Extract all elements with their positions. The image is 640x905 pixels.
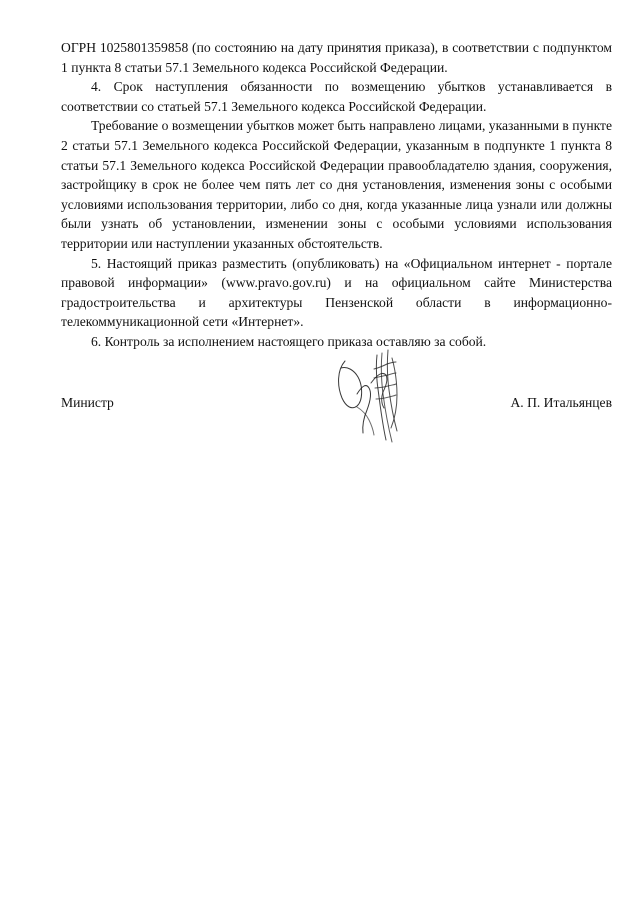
paragraph-ogrn: ОГРН 1025801359858 (по состоянию на дату принятия приказа), в соответствии с подпунктом 1 пункта 8 статьи 57.1 Земельного кодекса Российской Федерации.	[61, 40, 612, 75]
paragraph-item-6: 6. Контроль за исполнением настоящего приказа оставляю за собой.	[91, 333, 487, 349]
position-title: Министр	[61, 395, 114, 410]
paragraph-item-5: 5. Настоящий приказ разместить (опубликовать) на «Официальном интернет - портале правовой информации» (www.pravo.gov.ru) и на официальном сайте Министерства градостроительства и архитектуры Пензенской области в информационно-телекоммуникационной сети «Интернет».	[61, 255, 612, 330]
paragraph-item-4: 4. Срок наступления обязанности по возмещению убытков устанавливается в соответствии со статьей 57.1 Земельного кодекса Российской Федерации.	[61, 79, 612, 114]
handwritten-signature	[327, 344, 415, 444]
signer-name: А. П. Итальянцев	[510, 395, 612, 410]
paragraph-compensation-request: Требование о возмещении убытков может быть направлено лицами, указанными в пункте 2 статьи 57.1 Земельного кодекса Российской Федерации, указанным в подпункте 1 пункта 8 статьи 57.1 Земельного кодекса Российской Федерации правообладателю здания, сооружения, застройщику в срок не более чем пять лет со дня установления, изменения зоны с особыми условиями использования территории, либо со дня, когда указанные лица узнали или должны были узнать об установлении, изменении зоны с особыми условиями использования территории или наступлении указанных обстоятельств.	[61, 118, 612, 251]
